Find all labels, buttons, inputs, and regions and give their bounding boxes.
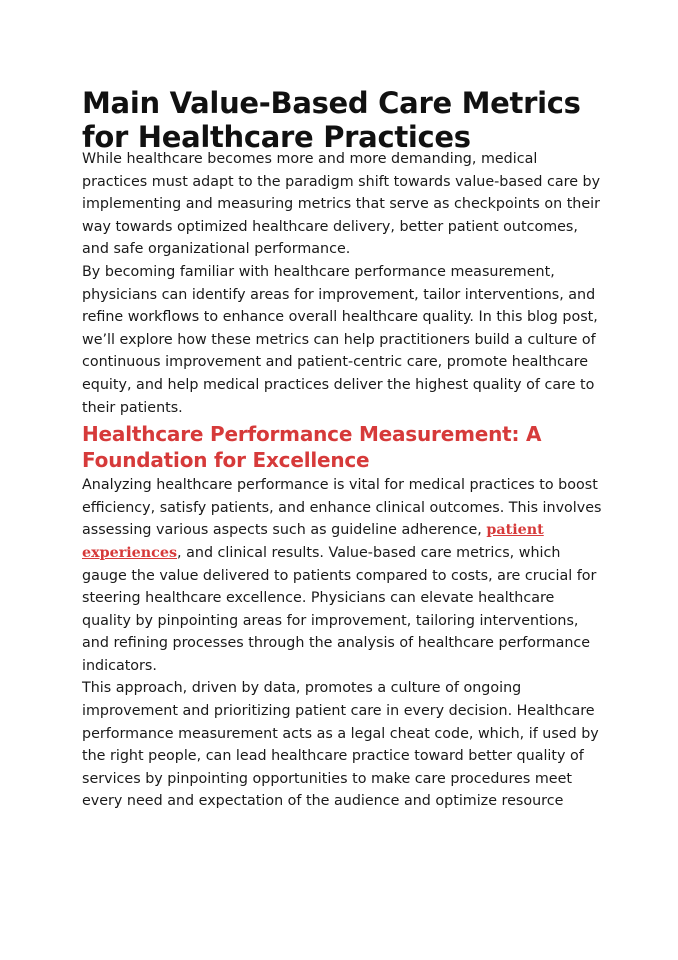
- section-paragraph-1-tail: indicators.: [82, 657, 157, 674]
- section-paragraph-1-start: Analyzing healthcare performance is vital for medical practices to boost efficiency, satisfy patients, and enhance clinical outcomes. This involves assessing various aspects such as guideline adherence,: [82, 477, 602, 539]
- section-paragraph-2: This approach, driven by data, promotes a culture of ongoing improvement and prioritizing patient care in every decision. Healthcare performance measurement acts as a legal cheat code, which, if used by the right people, can lead healthcare practice toward better quality of services by pinpointing opportunities to make care procedures meet every need and expectation of the audience and optimize resource: [82, 680, 599, 810]
- section-heading: Healthcare Performance Measurement: A Foundation for Excellence: [82, 422, 542, 473]
- intro-paragraph-2: By becoming familiar with healthcare performance measurement, physicians can identify areas for improvement, tailor interventions, and refine workflows to enhance overall healthcare quality. In this blog post, we’ll explore how these metrics can help practitioners build a culture of continuous improvement and patient-centric care, promote healthcare equity, and help medical practices deliver the highest quality of care to their patients.: [82, 263, 598, 416]
- experiences-link[interactable]: experiences: [82, 544, 178, 561]
- section-paragraph-1: [82, 474, 602, 677]
- article-title: Main Value-Based Care Metrics for Healthcare Practices: [82, 86, 581, 154]
- section-paragraph-1-end: , and clinical results. Value-based care metrics, which gauge the value delivered to patients compared to costs, are crucial for steering healthcare excellence. Physicians can elevate healthcare quality by pinpointing areas for improvement, tailoring interventions, and refining processes through the analysis of healthcare performance: [82, 544, 597, 652]
- document-page: [82, 86, 602, 813]
- patient-link[interactable]: patient: [486, 522, 544, 539]
- intro-paragraph-1: While healthcare becomes more and more demanding, medical practices must adapt to the paradigm shift towards value-based care by implementing and measuring metrics that serve as checkpoints on their way towards optimized healthcare delivery, better patient outcomes, and safe organizational performance.: [82, 151, 601, 258]
